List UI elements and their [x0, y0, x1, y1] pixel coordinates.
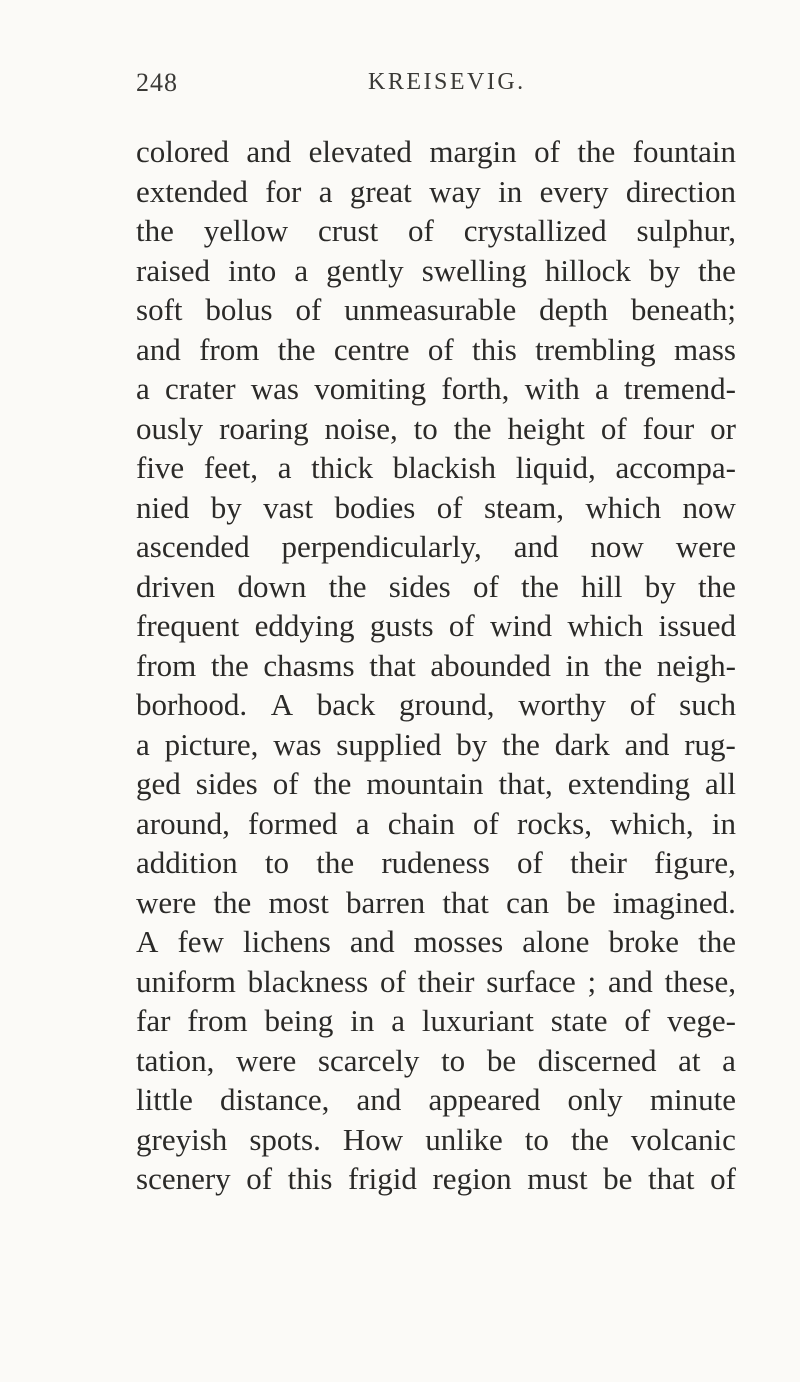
- word: mosses: [413, 924, 504, 959]
- word: a: [277, 450, 292, 485]
- word: noise,: [324, 410, 398, 446]
- word: state: [550, 1003, 608, 1038]
- word: bolus: [205, 292, 273, 327]
- word: greyish: [136, 1121, 228, 1157]
- word: blackness: [247, 963, 369, 999]
- word: extended: [136, 173, 248, 209]
- word: to: [524, 1121, 549, 1157]
- word: region: [432, 1161, 512, 1196]
- word: barren: [346, 884, 426, 920]
- word: the: [502, 726, 540, 762]
- word: or: [710, 410, 736, 446]
- word: a: [391, 1003, 405, 1038]
- word: colored: [136, 134, 229, 169]
- word: the: [210, 647, 249, 683]
- word: with: [524, 371, 580, 406]
- word: of: [534, 134, 560, 169]
- word: and: [246, 134, 292, 169]
- word: yellow: [203, 213, 289, 248]
- word: that: [442, 884, 489, 920]
- word: be: [603, 1161, 633, 1196]
- word: and: [349, 924, 395, 959]
- word: be: [486, 1042, 517, 1078]
- text-line: [136, 962, 736, 1002]
- word: four: [642, 410, 695, 446]
- word: swelling: [421, 252, 527, 288]
- word: centre: [333, 331, 410, 367]
- word: depth: [539, 292, 609, 327]
- text-line: [136, 804, 736, 844]
- word: great: [349, 173, 412, 209]
- word: appeared: [428, 1082, 541, 1117]
- running-head: KREISEVIG.: [368, 69, 526, 95]
- word: ground,: [398, 687, 495, 722]
- word: and: [607, 963, 653, 999]
- word: fountain: [632, 134, 736, 169]
- text-line: [136, 843, 736, 883]
- text-line: [136, 369, 736, 409]
- word: picture,: [164, 726, 259, 762]
- word: of: [246, 1161, 273, 1196]
- word: crust: [317, 213, 379, 248]
- word: nied: [136, 489, 190, 525]
- word: being: [264, 1003, 334, 1038]
- word: supplied: [336, 726, 442, 762]
- word: that: [647, 1161, 695, 1196]
- word: of: [472, 568, 499, 604]
- word: scenery: [136, 1161, 231, 1196]
- word: accompa-: [615, 450, 736, 485]
- word: in: [565, 647, 590, 683]
- word: every: [539, 173, 609, 209]
- word: and: [624, 726, 670, 762]
- word: the: [313, 766, 352, 801]
- body-text: [136, 132, 736, 1199]
- word: ously: [136, 410, 204, 446]
- word: of: [629, 687, 656, 722]
- word: unmeasurable: [344, 292, 517, 327]
- word: this: [472, 331, 517, 367]
- text-line: [136, 330, 736, 370]
- word: ascended: [136, 529, 250, 564]
- word: figure,: [654, 845, 736, 880]
- word: unlike: [425, 1121, 503, 1157]
- word: raised: [136, 252, 211, 288]
- word: issued: [658, 608, 736, 643]
- text-line: [136, 409, 736, 449]
- word: way: [429, 173, 481, 209]
- word: volcanic: [630, 1121, 736, 1157]
- word: and: [136, 331, 181, 367]
- word: height: [507, 410, 585, 446]
- word: their: [570, 845, 627, 880]
- word: soft: [136, 292, 183, 327]
- word: perpendicularly,: [281, 529, 482, 564]
- word: frequent: [136, 608, 240, 643]
- word: the: [136, 213, 174, 248]
- word: mass: [673, 331, 736, 367]
- word: chasms: [263, 647, 355, 683]
- word: scarcely: [317, 1042, 420, 1078]
- word: around,: [136, 805, 230, 841]
- word: such: [679, 687, 736, 722]
- text-line: [136, 1080, 736, 1120]
- text-line: [136, 1001, 736, 1041]
- word: formed: [248, 805, 338, 841]
- word: was: [250, 371, 299, 406]
- word: little: [136, 1082, 193, 1117]
- word: liquid,: [515, 450, 596, 485]
- word: five: [136, 450, 185, 485]
- word: by: [210, 489, 242, 525]
- word: How: [342, 1121, 404, 1157]
- text-line: [136, 488, 736, 528]
- word: a: [318, 173, 333, 209]
- text-line: [136, 172, 736, 212]
- word: worthy: [518, 687, 607, 722]
- word: sides: [195, 766, 258, 801]
- word: A: [136, 924, 159, 959]
- word: a: [595, 371, 609, 406]
- word: by: [456, 726, 488, 762]
- word: ;: [587, 963, 597, 999]
- word: the: [698, 924, 736, 959]
- word: of: [448, 608, 475, 643]
- text-line: [136, 211, 736, 251]
- word: most: [268, 884, 329, 920]
- word: surface: [486, 963, 576, 999]
- word: lichens: [242, 924, 331, 959]
- word: A: [270, 687, 294, 722]
- word: can: [506, 884, 550, 920]
- word: crystallized: [463, 213, 607, 248]
- text-line: [136, 1041, 736, 1081]
- page-header: [136, 68, 736, 108]
- text-line: [136, 685, 736, 725]
- word: tation,: [136, 1042, 215, 1078]
- word: rug-: [684, 726, 736, 762]
- word: in: [711, 805, 736, 841]
- word: thick: [311, 450, 374, 485]
- word: to: [264, 845, 289, 880]
- word: by: [644, 568, 676, 604]
- text-line: [136, 922, 736, 962]
- word: of: [272, 766, 299, 801]
- word: be: [566, 884, 596, 920]
- word: from: [187, 1003, 248, 1038]
- word: roaring: [219, 410, 309, 446]
- word: gently: [326, 252, 404, 288]
- text-line: [136, 725, 736, 765]
- word: the: [277, 331, 316, 367]
- text-line: [136, 251, 736, 291]
- word: for: [265, 173, 302, 209]
- word: rudeness: [381, 845, 490, 880]
- word: of: [473, 805, 499, 841]
- word: margin: [429, 134, 517, 169]
- word: that: [369, 647, 416, 683]
- word: borhood.: [136, 687, 248, 722]
- text-line: [136, 646, 736, 686]
- word: vege-: [667, 1003, 736, 1038]
- word: the: [570, 1121, 609, 1157]
- text-line: [136, 132, 736, 172]
- word: gusts: [369, 608, 434, 643]
- word: this: [287, 1161, 333, 1196]
- word: of: [427, 331, 454, 367]
- word: were: [236, 1042, 297, 1078]
- word: sides: [388, 568, 451, 604]
- word: the: [453, 410, 492, 446]
- word: of: [436, 489, 463, 525]
- text-line: [136, 527, 736, 567]
- word: and: [513, 529, 559, 564]
- word: in: [498, 173, 523, 209]
- word: tremend-: [624, 371, 736, 406]
- word: the: [213, 884, 252, 920]
- word: broke: [608, 924, 680, 959]
- word: abounded: [430, 647, 551, 683]
- word: vast: [263, 489, 314, 525]
- word: dark: [554, 726, 610, 762]
- word: spots.: [249, 1121, 321, 1157]
- word: steam,: [483, 489, 565, 525]
- word: minute: [649, 1082, 736, 1117]
- word: driven: [136, 568, 216, 604]
- word: crater: [165, 371, 236, 406]
- word: feet,: [203, 450, 259, 485]
- word: luxuriant: [421, 1003, 534, 1038]
- word: down: [237, 568, 307, 604]
- word: hillock: [544, 252, 631, 288]
- word: far: [136, 1003, 171, 1038]
- word: the: [698, 252, 736, 288]
- word: their: [417, 963, 475, 999]
- word: and: [356, 1082, 402, 1117]
- word: the: [316, 845, 355, 880]
- word: which: [567, 608, 644, 643]
- word: these,: [664, 963, 736, 999]
- word: now: [682, 489, 736, 525]
- word: the: [577, 134, 616, 169]
- word: bodies: [334, 489, 416, 525]
- word: must: [527, 1161, 588, 1196]
- word: sulphur,: [636, 213, 736, 248]
- word: uniform: [136, 963, 236, 999]
- word: neigh-: [656, 647, 736, 683]
- word: extending: [567, 766, 690, 801]
- word: imagined.: [612, 884, 736, 920]
- word: the: [698, 568, 736, 604]
- text-line: [136, 1120, 736, 1160]
- word: at: [678, 1042, 701, 1078]
- word: forth,: [441, 371, 510, 406]
- word: blackish: [392, 450, 497, 485]
- word: were: [136, 884, 197, 920]
- word: which: [585, 489, 662, 525]
- word: back: [316, 687, 376, 722]
- word: a: [722, 1042, 736, 1078]
- text-line: [136, 448, 736, 488]
- word: the: [521, 568, 559, 604]
- word: into: [228, 252, 277, 288]
- word: the: [604, 647, 643, 683]
- word: was: [273, 726, 322, 762]
- word: now: [590, 529, 644, 564]
- word: frigid: [348, 1161, 417, 1196]
- word: wind: [490, 608, 553, 643]
- word: only: [567, 1082, 623, 1117]
- word: a: [136, 726, 150, 762]
- word: discerned: [537, 1042, 657, 1078]
- word: ged: [136, 766, 181, 801]
- word: to: [413, 410, 438, 446]
- word: of: [408, 213, 434, 248]
- word: addition: [136, 845, 238, 880]
- word: all: [704, 766, 736, 801]
- text-line: [136, 567, 736, 607]
- word: a: [136, 371, 150, 406]
- word: a: [355, 805, 370, 841]
- word: elevated: [308, 134, 412, 169]
- text-line: [136, 764, 736, 804]
- word: were: [675, 529, 736, 564]
- word: of: [295, 292, 322, 327]
- word: trembling: [535, 331, 656, 367]
- word: of: [710, 1161, 736, 1196]
- word: beneath;: [630, 292, 736, 327]
- word: which,: [610, 805, 694, 841]
- word: direction: [625, 173, 736, 209]
- word: of: [517, 845, 543, 880]
- word: few: [177, 924, 224, 959]
- word: by: [648, 252, 680, 288]
- word: alone: [522, 924, 590, 959]
- text-line: [136, 606, 736, 646]
- word: from: [199, 331, 260, 367]
- word: mountain: [366, 766, 484, 801]
- word: distance,: [220, 1082, 330, 1117]
- page-number: 248: [136, 68, 178, 97]
- word: of: [624, 1003, 651, 1038]
- word: the: [328, 568, 367, 604]
- word: eddying: [254, 608, 355, 643]
- word: rocks,: [517, 805, 592, 841]
- word: from: [136, 647, 197, 683]
- word: chain: [387, 805, 455, 841]
- word: hill: [581, 568, 623, 604]
- text-line: [136, 1159, 736, 1199]
- word: a: [294, 252, 309, 288]
- text-line: [136, 883, 736, 923]
- word: of: [380, 963, 406, 999]
- word: vomiting: [314, 371, 427, 406]
- text-line: [136, 290, 736, 330]
- word: that,: [498, 766, 553, 801]
- word: to: [441, 1042, 466, 1078]
- word: in: [350, 1003, 375, 1038]
- word: of: [600, 410, 627, 446]
